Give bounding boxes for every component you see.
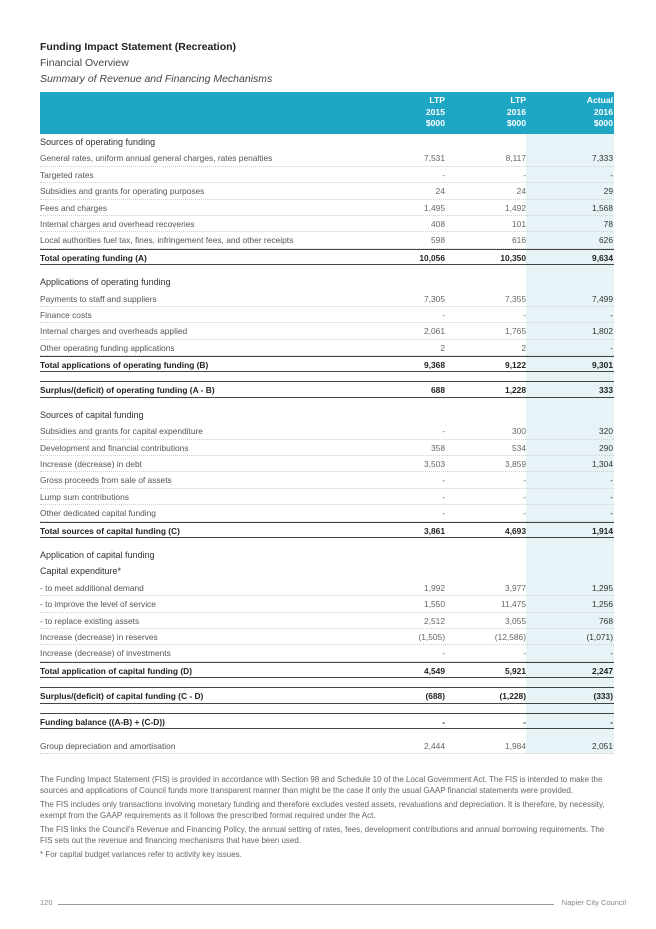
row-label: - to replace existing assets <box>40 615 140 626</box>
table-header <box>40 92 614 134</box>
cell-ltp-2015: 3,503 <box>424 459 445 470</box>
footer-rule <box>58 904 554 905</box>
cell-ltp-2015: 2 <box>440 342 445 353</box>
table-row <box>40 167 614 183</box>
note-paragraph: The Funding Impact Statement (FIS) is provided in accordance with Section 98 and Schedule 10 of the Local Government Act. The FIS is intended to make the sources and applications of Council funds more transparent manner than might be the case if only the usual GAAP financial statements were provided. <box>40 775 603 795</box>
table-row <box>40 505 614 521</box>
table-row <box>40 200 614 216</box>
cell-ltp-2015: - <box>442 491 445 502</box>
row-label: Lump sum contributions <box>40 491 129 502</box>
cell-ltp-2015: 598 <box>431 235 445 246</box>
cell-ltp-2016: - <box>523 309 526 320</box>
cell-ltp-2016: 1,765 <box>505 326 526 337</box>
section-heading-row <box>40 563 614 579</box>
cell-actual-2016: 2,247 <box>592 665 613 676</box>
cell-actual-2016: - <box>610 475 613 486</box>
note-paragraph: The FIS includes only transactions involving monetary funding and therefore excludes vested assets, revaluations and depreciation. It is therefore, by necessity, exempt from the GAAP requirements as it follows the prescribed format required under the Act. <box>40 800 605 820</box>
cell-actual-2016: 9,301 <box>592 360 613 371</box>
cell-actual-2016: 1,295 <box>592 582 613 593</box>
cell-ltp-2015: 2,061 <box>424 326 445 337</box>
table-row <box>40 150 614 166</box>
row-label: Funding balance ((A-B) + (C-D)) <box>40 716 165 727</box>
cell-ltp-2016: - <box>523 648 526 659</box>
table-row <box>40 613 614 629</box>
cell-actual-2016: 7,499 <box>592 293 613 304</box>
row-label: Sources of operating funding <box>40 137 156 147</box>
cell-actual-2016: 9,634 <box>592 252 613 263</box>
cell-actual-2016: 1,568 <box>592 202 613 213</box>
cell-ltp-2016: - <box>523 169 526 180</box>
table-row <box>40 423 614 439</box>
row-label: Subsidies and grants for operating purposes <box>40 186 205 197</box>
cell-actual-2016: 333 <box>599 385 613 396</box>
cell-ltp-2016: - <box>523 508 526 519</box>
cell-ltp-2015: 2,512 <box>424 615 445 626</box>
row-label: Other operating funding applications <box>40 342 175 353</box>
row-label: Increase (decrease) in debt <box>40 459 142 470</box>
total-row <box>40 381 614 397</box>
table-row <box>40 440 614 456</box>
row-label: Total sources of capital funding (C) <box>40 525 180 536</box>
footer-organisation: Napier City Council <box>561 898 626 907</box>
statement-subtitle: Financial Overview <box>40 57 129 69</box>
cell-ltp-2016: 9,122 <box>505 360 526 371</box>
row-label: - to meet additional demand <box>40 582 144 593</box>
notes <box>40 775 614 865</box>
cell-actual-2016: 2,051 <box>592 740 613 751</box>
row-label: Local authorities fuel tax, fines, infringement fees, and other receipts <box>40 235 294 246</box>
cell-actual-2016: 768 <box>599 615 613 626</box>
cell-actual-2016: (1,071) <box>586 631 613 642</box>
table-row <box>40 216 614 232</box>
row-label: Total operating funding (A) <box>40 252 147 263</box>
cell-actual-2016: 1,914 <box>592 525 613 536</box>
row-label: Total applications of operating funding (B) <box>40 360 209 371</box>
cell-actual-2016: 29 <box>603 186 613 197</box>
row-label: Targeted rates <box>40 169 94 180</box>
cell-ltp-2015: - <box>442 309 445 320</box>
cell-ltp-2015: - <box>442 648 445 659</box>
page-number: 120 <box>40 898 53 907</box>
row-label: Fees and charges <box>40 202 108 213</box>
cell-ltp-2015: 24 <box>435 186 445 197</box>
table-row <box>40 738 614 754</box>
cell-ltp-2016: 3,859 <box>505 459 526 470</box>
cell-ltp-2016: 2 <box>521 342 526 353</box>
cell-actual-2016: 1,304 <box>592 459 613 470</box>
cell-actual-2016: 7,333 <box>592 153 613 164</box>
cell-ltp-2016: 1,984 <box>505 740 526 751</box>
total-row <box>40 356 614 372</box>
table-row <box>40 232 614 248</box>
cell-ltp-2016: 10,350 <box>500 252 526 263</box>
cell-ltp-2015: 1,992 <box>424 582 445 593</box>
total-row <box>40 662 614 678</box>
table-row <box>40 307 614 323</box>
cell-ltp-2016: (12,586) <box>494 631 526 642</box>
cell-actual-2016: 290 <box>599 442 613 453</box>
row-label: Increase (decrease) of investments <box>40 648 171 659</box>
row-label: Payments to staff and suppliers <box>40 293 157 304</box>
column-header-actual-2016: Actual 2016 $000 <box>586 95 613 128</box>
cell-ltp-2016: 4,693 <box>505 525 526 536</box>
cell-ltp-2015: (1,505) <box>418 631 445 642</box>
cell-ltp-2016: 534 <box>512 442 526 453</box>
row-label: Group depreciation and amortisation <box>40 740 176 751</box>
row-label: Total application of capital funding (D) <box>40 665 192 676</box>
table-row <box>40 472 614 488</box>
cell-ltp-2016: (1,228) <box>499 691 526 702</box>
row-label: Surplus/(deficit) of operating funding (A - B) <box>40 385 215 396</box>
cell-ltp-2015: - <box>442 508 445 519</box>
cell-ltp-2015: 9,368 <box>424 360 445 371</box>
table-row <box>40 580 614 596</box>
table-body <box>40 134 614 754</box>
cell-ltp-2015: 1,550 <box>424 599 445 610</box>
note-paragraph: The FIS links the Council's Revenue and Financing Policy, the annual setting of rates, fees, development contributions and annual borrowing requirements. The FIS sets out the revenue and financing mechanisms that have been used. <box>40 825 605 845</box>
row-label: Other dedicated capital funding <box>40 508 156 519</box>
cell-ltp-2015: 7,531 <box>424 153 445 164</box>
funding-impact-table <box>40 92 614 754</box>
total-row <box>40 713 614 729</box>
cell-actual-2016: - <box>610 169 613 180</box>
total-row <box>40 522 614 538</box>
cell-ltp-2015: 3,861 <box>424 525 445 536</box>
row-label: Capital expenditure* <box>40 566 122 577</box>
table-row <box>40 291 614 307</box>
row-label: Gross proceeds from sale of assets <box>40 475 172 486</box>
title-block <box>40 40 272 87</box>
row-label: Surplus/(deficit) of capital funding (C - D) <box>40 691 204 702</box>
cell-actual-2016: 626 <box>599 235 613 246</box>
cell-ltp-2016: 8,117 <box>505 153 526 164</box>
row-label: Increase (decrease) in reserves <box>40 631 158 642</box>
table-row <box>40 489 614 505</box>
cell-ltp-2015: 10,056 <box>419 252 445 263</box>
table-row <box>40 340 614 356</box>
cell-ltp-2016: 5,921 <box>505 665 526 676</box>
cell-actual-2016: 1,256 <box>592 599 613 610</box>
row-label: Finance costs <box>40 309 92 320</box>
cell-actual-2016: 78 <box>603 218 613 229</box>
table-row <box>40 323 614 339</box>
cell-ltp-2016: - <box>523 475 526 486</box>
cell-ltp-2016: 1,492 <box>505 202 526 213</box>
column-header-ltp-2016: LTP 2016 $000 <box>506 95 526 128</box>
statement-subtitle-italic: Summary of Revenue and Financing Mechanisms <box>40 73 273 85</box>
cell-ltp-2015: - <box>442 169 445 180</box>
section-heading-row <box>40 274 614 290</box>
row-label: Application of capital funding <box>40 549 155 560</box>
page-footer <box>40 898 626 910</box>
total-row <box>40 249 614 265</box>
cell-ltp-2015: 358 <box>431 442 445 453</box>
cell-actual-2016: - <box>610 508 613 519</box>
cell-ltp-2015: 2,444 <box>424 740 445 751</box>
row-label: Internal charges and overheads applied <box>40 326 188 337</box>
cell-ltp-2016: 616 <box>512 235 526 246</box>
cell-ltp-2015: 408 <box>431 218 445 229</box>
cell-ltp-2015: 7,305 <box>424 293 445 304</box>
table-row <box>40 183 614 199</box>
cell-actual-2016: 320 <box>599 426 613 437</box>
cell-ltp-2015: 4,549 <box>424 665 445 676</box>
cell-ltp-2016: 7,355 <box>505 293 526 304</box>
table-row <box>40 596 614 612</box>
cell-actual-2016: - <box>610 309 613 320</box>
row-label: - to improve the level of service <box>40 599 156 610</box>
cell-actual-2016: - <box>610 342 613 353</box>
cell-ltp-2015: - <box>442 716 445 727</box>
note-paragraph: * For capital budget variances refer to activity key issues. <box>40 850 242 859</box>
table-row <box>40 629 614 645</box>
cell-ltp-2015: (688) <box>425 691 445 702</box>
row-label: Applications of operating funding <box>40 277 171 288</box>
section-heading-row <box>40 407 614 423</box>
cell-ltp-2016: 1,228 <box>505 385 526 396</box>
statement-title: Funding Impact Statement (Recreation) <box>40 41 237 53</box>
cell-ltp-2015: - <box>442 475 445 486</box>
cell-actual-2016: - <box>610 491 613 502</box>
cell-actual-2016: - <box>610 648 613 659</box>
cell-ltp-2016: - <box>523 491 526 502</box>
total-row <box>40 687 614 703</box>
cell-ltp-2016: 101 <box>512 218 526 229</box>
cell-ltp-2016: 300 <box>512 426 526 437</box>
cell-ltp-2015: 1,495 <box>424 202 445 213</box>
cell-ltp-2016: - <box>523 716 526 727</box>
row-label: Development and financial contributions <box>40 442 189 453</box>
cell-ltp-2015: 688 <box>431 385 445 396</box>
cell-ltp-2016: 3,977 <box>505 582 526 593</box>
table-row <box>40 456 614 472</box>
cell-ltp-2015: - <box>442 426 445 437</box>
row-label: Sources of capital funding <box>40 409 144 420</box>
cell-actual-2016: (333) <box>593 691 613 702</box>
row-label: Internal charges and overhead recoveries <box>40 218 195 229</box>
row-label: Subsidies and grants for capital expenditure <box>40 426 203 437</box>
cell-ltp-2016: 11,475 <box>501 599 526 610</box>
row-label: General rates, uniform annual general charges, rates penalties <box>40 153 273 164</box>
section-heading-row <box>40 547 614 563</box>
cell-actual-2016: 1,802 <box>592 326 613 337</box>
section-heading-row <box>40 134 614 150</box>
table-row <box>40 645 614 661</box>
cell-actual-2016: - <box>610 716 613 727</box>
column-header-ltp-2015: LTP 2015 $000 <box>425 95 445 128</box>
cell-ltp-2016: 24 <box>516 186 526 197</box>
cell-ltp-2016: 3,055 <box>505 615 526 626</box>
